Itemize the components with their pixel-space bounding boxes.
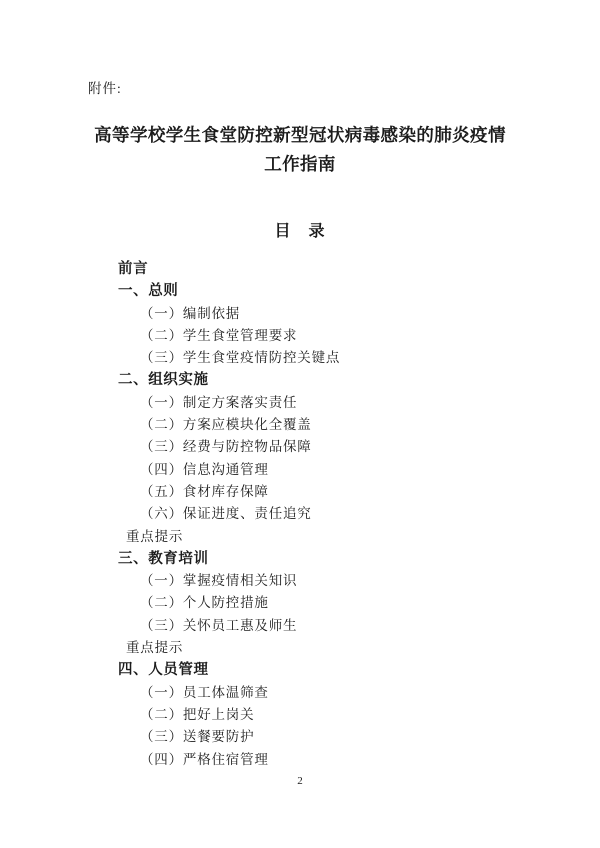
toc-entry: （二）把好上岗关 bbox=[140, 706, 255, 722]
toc-entry: （六）保证进度、责任追究 bbox=[140, 506, 312, 522]
toc-entry: （四）严格住宿管理 bbox=[140, 751, 269, 767]
toc-entry: 一、总则 bbox=[118, 283, 179, 300]
toc-entry: （三）关怀员工惠及师生 bbox=[140, 617, 298, 633]
toc-entry: 前言 bbox=[118, 261, 149, 277]
toc-entry: （二）个人防控措施 bbox=[140, 595, 269, 611]
toc-entry: 四、人员管理 bbox=[118, 662, 209, 679]
toc-entry: 重点提示 bbox=[126, 528, 184, 544]
toc-entry: 三、教育培训 bbox=[118, 550, 209, 567]
toc-entry: （一）编制依据 bbox=[140, 305, 241, 321]
toc-entry: （一）员工体温筛查 bbox=[140, 684, 269, 700]
toc-entry: 二、组织实施 bbox=[118, 372, 209, 389]
document-title-line-2: 工作指南 bbox=[264, 154, 336, 174]
document-title bbox=[0, 121, 600, 179]
toc-entry: （五）食材库存保障 bbox=[140, 483, 269, 499]
page-number: 2 bbox=[297, 775, 303, 787]
attachment-label: 附件: bbox=[88, 81, 122, 96]
toc-entry: （三）经费与防控物品保障 bbox=[140, 439, 312, 455]
toc-entry: （四）信息沟通管理 bbox=[140, 461, 269, 477]
toc-heading: 目 录 bbox=[274, 223, 326, 240]
toc-entry: （二）学生食堂管理要求 bbox=[140, 327, 298, 343]
toc-entry: （一）制定方案落实责任 bbox=[140, 394, 298, 410]
document-title-line-1: 高等学校学生食堂防控新型冠状病毒感染的肺炎疫情 bbox=[94, 125, 506, 145]
toc-entry: （一）掌握疫情相关知识 bbox=[140, 573, 298, 589]
toc-list bbox=[0, 258, 600, 771]
toc-entry: （二）方案应模块化全覆盖 bbox=[140, 417, 312, 433]
toc-entry: （三）送餐要防护 bbox=[140, 729, 255, 745]
toc-entry: 重点提示 bbox=[126, 640, 184, 656]
toc-entry: （三）学生食堂疫情防控关键点 bbox=[140, 350, 341, 366]
